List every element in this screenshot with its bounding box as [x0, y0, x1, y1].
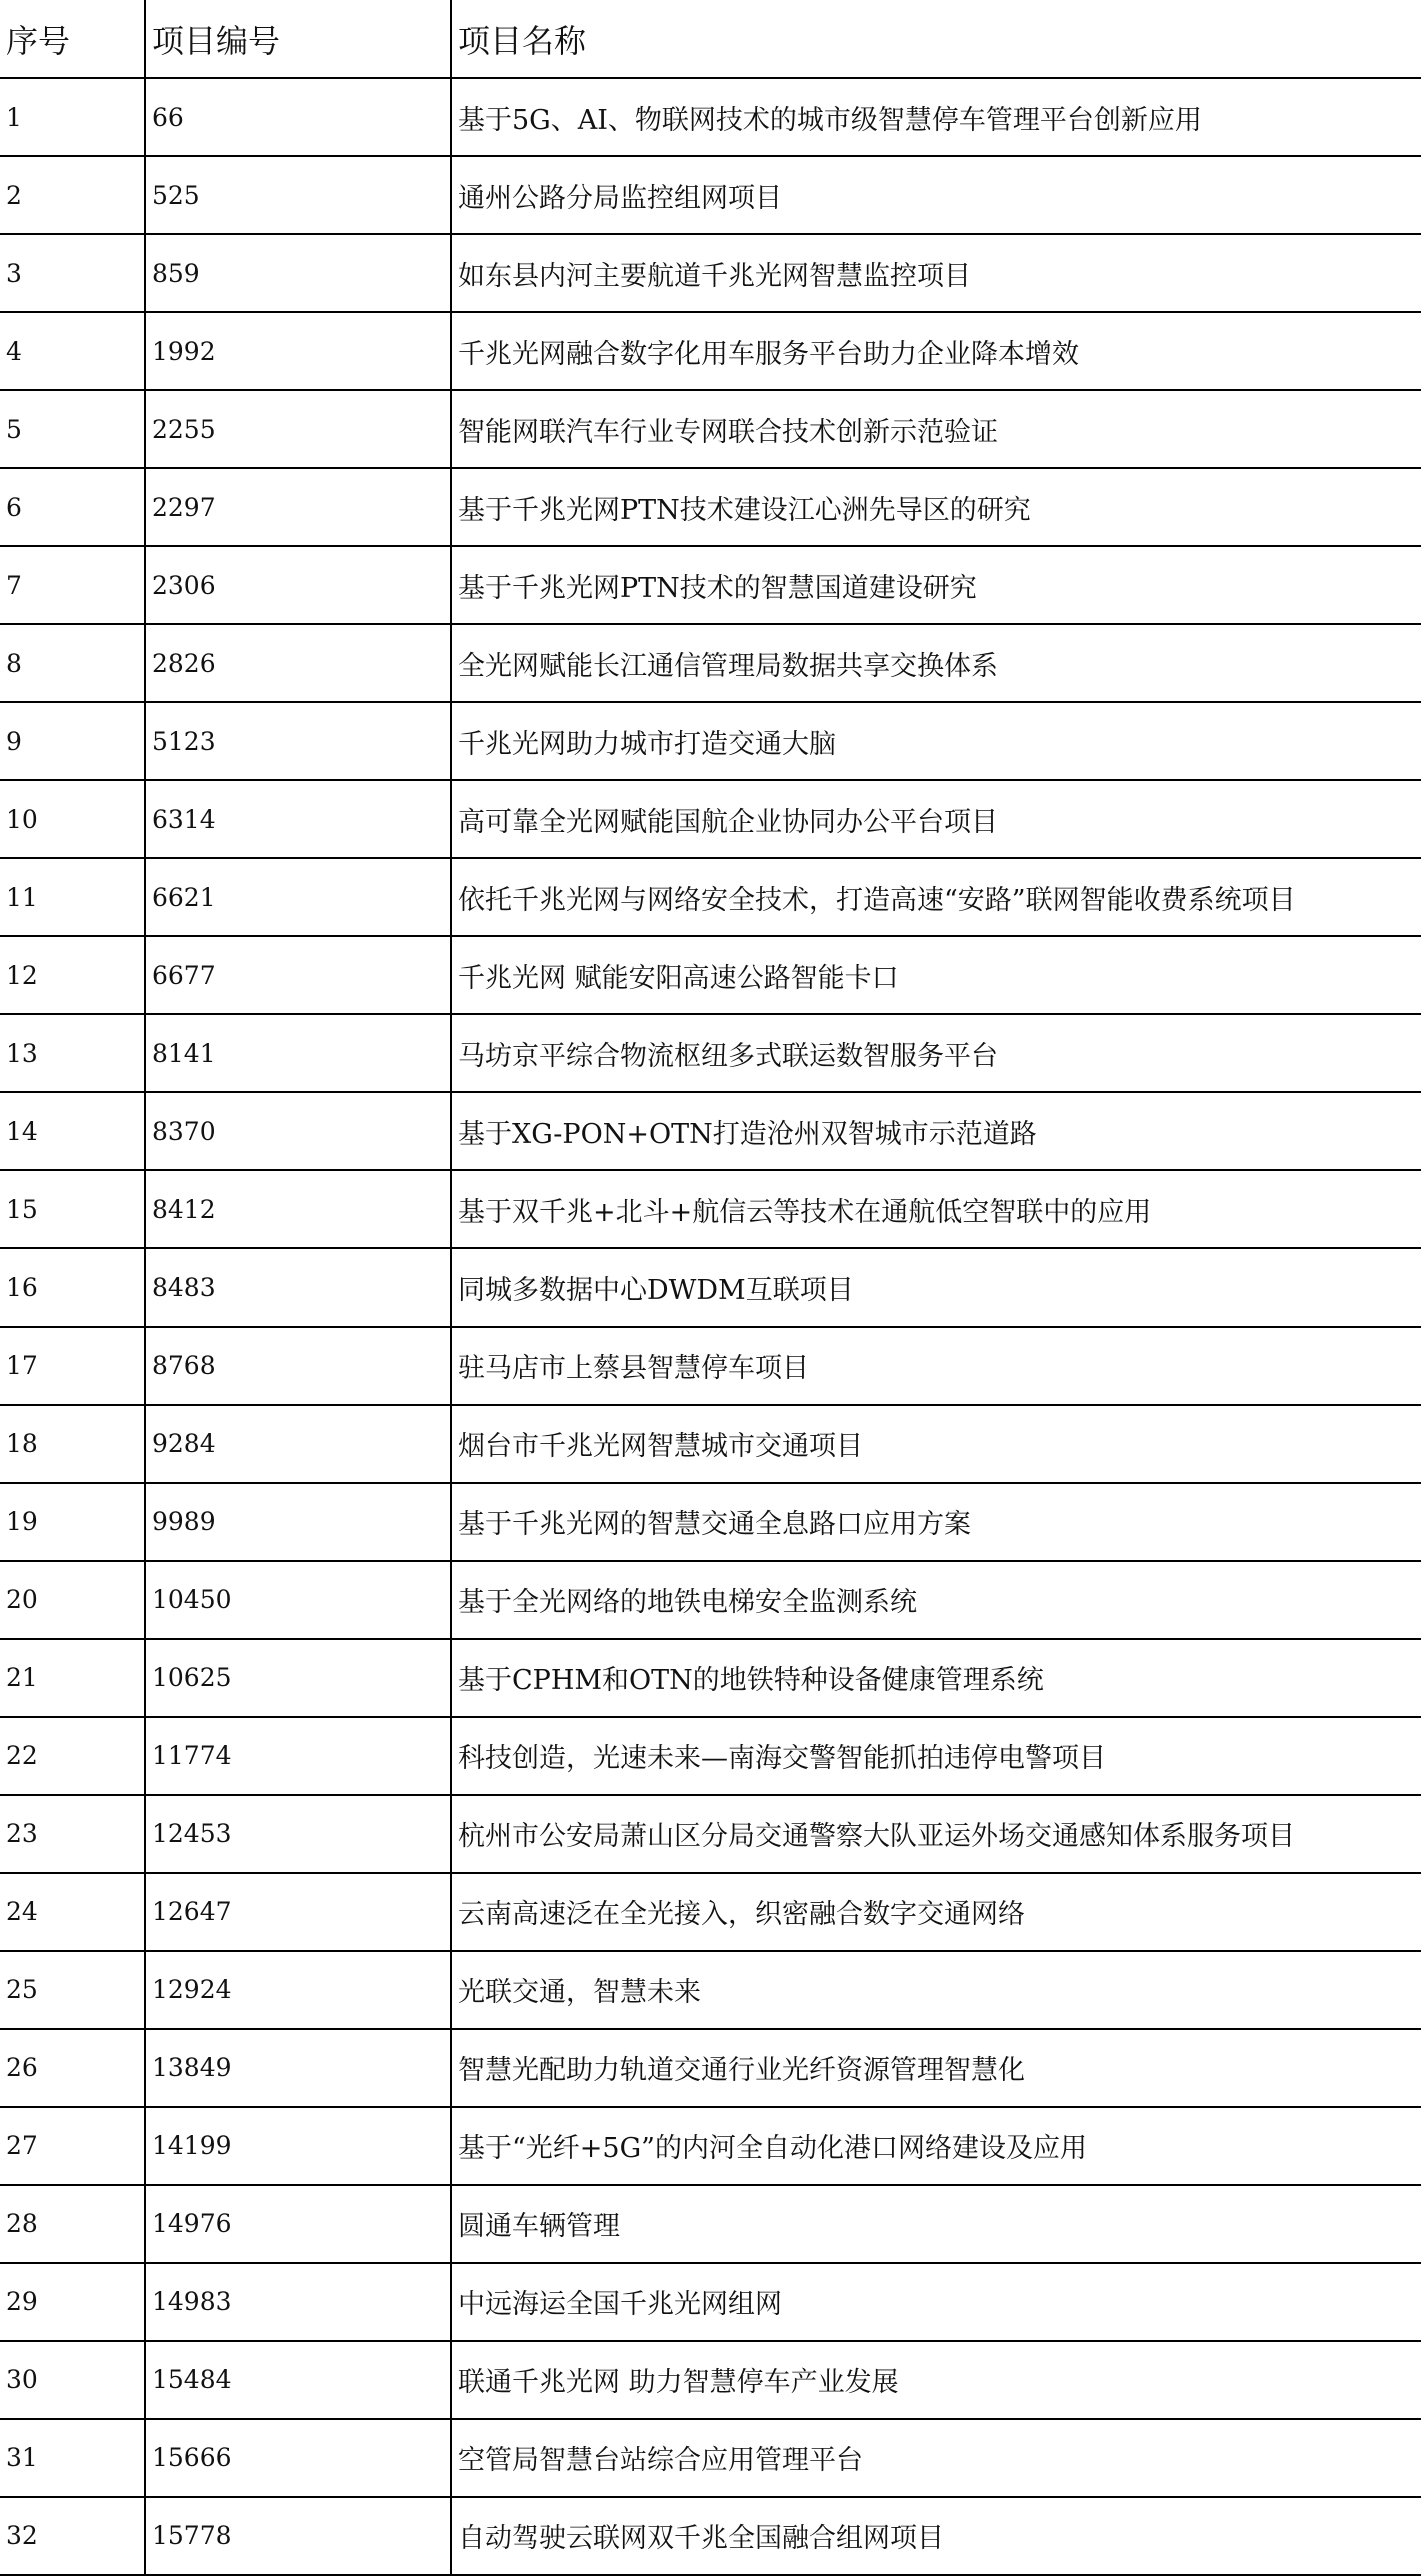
row-index-cell: 25	[0, 1951, 145, 2029]
row-project-number-cell: 14976	[145, 2185, 451, 2263]
row-index-cell: 23	[0, 1795, 145, 1873]
row-project-name-cell: 千兆光网融合数字化用车服务平台助力企业降本增效	[451, 312, 1421, 390]
row-index-cell: 29	[0, 2263, 145, 2341]
row-index-cell: 8	[0, 624, 145, 702]
row-project-number-cell: 2306	[145, 546, 451, 624]
row-project-number-cell: 14199	[145, 2107, 451, 2185]
row-project-number-cell: 8141	[145, 1014, 451, 1092]
row-project-number-cell: 15484	[145, 2341, 451, 2419]
row-project-number-cell: 2826	[145, 624, 451, 702]
row-project-name-cell: 基于千兆光网PTN技术建设江心洲先导区的研究	[451, 468, 1421, 546]
table-row	[0, 1639, 1421, 1717]
row-project-number-cell: 9284	[145, 1405, 451, 1483]
row-index-cell: 10	[0, 780, 145, 858]
row-project-number-cell: 8483	[145, 1248, 451, 1326]
row-index-cell: 5	[0, 390, 145, 468]
header-index: 序号	[0, 0, 145, 78]
row-project-number-cell: 5123	[145, 702, 451, 780]
row-index-cell: 30	[0, 2341, 145, 2419]
row-project-name-cell: 基于全光网络的地铁电梯安全监测系统	[451, 1561, 1421, 1639]
row-project-name-cell: 自动驾驶云联网双千兆全国融合组网项目	[451, 2497, 1421, 2575]
row-index-cell: 26	[0, 2029, 145, 2107]
row-project-name-cell: 基于“光纤+5G”的内河全自动化港口网络建设及应用	[451, 2107, 1421, 2185]
row-project-number-cell: 9989	[145, 1483, 451, 1561]
row-index-cell: 11	[0, 858, 145, 936]
table-row	[0, 1717, 1421, 1795]
row-index-cell: 12	[0, 936, 145, 1014]
row-project-name-cell: 如东县内河主要航道千兆光网智慧监控项目	[451, 234, 1421, 312]
row-project-number-cell: 10625	[145, 1639, 451, 1717]
row-project-name-cell: 圆通车辆管理	[451, 2185, 1421, 2263]
table-row	[0, 702, 1421, 780]
row-project-number-cell: 15778	[145, 2497, 451, 2575]
row-index-cell: 17	[0, 1327, 145, 1405]
row-project-number-cell: 15666	[145, 2419, 451, 2497]
row-project-name-cell: 烟台市千兆光网智慧城市交通项目	[451, 1405, 1421, 1483]
row-project-name-cell: 同城多数据中心DWDM互联项目	[451, 1248, 1421, 1326]
table-row	[0, 2263, 1421, 2341]
table-row	[0, 780, 1421, 858]
row-index-cell: 21	[0, 1639, 145, 1717]
row-index-cell: 4	[0, 312, 145, 390]
row-project-number-cell: 14983	[145, 2263, 451, 2341]
row-project-number-cell: 525	[145, 156, 451, 234]
row-index-cell: 28	[0, 2185, 145, 2263]
table-row	[0, 2029, 1421, 2107]
row-project-number-cell: 12453	[145, 1795, 451, 1873]
row-project-name-cell: 智慧光配助力轨道交通行业光纤资源管理智慧化	[451, 2029, 1421, 2107]
row-index-cell: 24	[0, 1873, 145, 1951]
table-row	[0, 858, 1421, 936]
table-row	[0, 1951, 1421, 2029]
row-project-number-cell: 8412	[145, 1170, 451, 1248]
row-project-name-cell: 空管局智慧台站综合应用管理平台	[451, 2419, 1421, 2497]
row-project-number-cell: 8768	[145, 1327, 451, 1405]
table-row	[0, 1092, 1421, 1170]
row-index-cell: 18	[0, 1405, 145, 1483]
row-project-number-cell: 8370	[145, 1092, 451, 1170]
row-project-name-cell: 基于千兆光网的智慧交通全息路口应用方案	[451, 1483, 1421, 1561]
table-row	[0, 2419, 1421, 2497]
row-index-cell: 19	[0, 1483, 145, 1561]
row-index-cell: 2	[0, 156, 145, 234]
table-row	[0, 2341, 1421, 2419]
table-row	[0, 1483, 1421, 1561]
table-row	[0, 78, 1421, 156]
row-project-name-cell: 基于CPHM和OTN的地铁特种设备健康管理系统	[451, 1639, 1421, 1717]
row-project-number-cell: 2297	[145, 468, 451, 546]
table-row	[0, 1248, 1421, 1326]
table-row	[0, 468, 1421, 546]
row-project-name-cell: 千兆光网助力城市打造交通大脑	[451, 702, 1421, 780]
row-project-number-cell: 11774	[145, 1717, 451, 1795]
row-index-cell: 7	[0, 546, 145, 624]
row-project-name-cell: 基于XG-PON+OTN打造沧州双智城市示范道路	[451, 1092, 1421, 1170]
row-project-name-cell: 基于双千兆+北斗+航信云等技术在通航低空智联中的应用	[451, 1170, 1421, 1248]
row-project-name-cell: 千兆光网 赋能安阳高速公路智能卡口	[451, 936, 1421, 1014]
row-project-name-cell: 杭州市公安局萧山区分局交通警察大队亚运外场交通感知体系服务项目	[451, 1795, 1421, 1873]
row-project-name-cell: 马坊京平综合物流枢纽多式联运数智服务平台	[451, 1014, 1421, 1092]
row-project-name-cell: 基于千兆光网PTN技术的智慧国道建设研究	[451, 546, 1421, 624]
table-row	[0, 234, 1421, 312]
row-index-cell: 27	[0, 2107, 145, 2185]
table-row	[0, 156, 1421, 234]
row-project-name-cell: 驻马店市上蔡县智慧停车项目	[451, 1327, 1421, 1405]
row-project-number-cell: 66	[145, 78, 451, 156]
row-project-name-cell: 联通千兆光网 助力智慧停车产业发展	[451, 2341, 1421, 2419]
row-index-cell: 14	[0, 1092, 145, 1170]
table-row	[0, 1405, 1421, 1483]
row-project-number-cell: 859	[145, 234, 451, 312]
table-row	[0, 312, 1421, 390]
row-index-cell: 32	[0, 2497, 145, 2575]
row-project-name-cell: 依托千兆光网与网络安全技术，打造高速“安路”联网智能收费系统项目	[451, 858, 1421, 936]
row-index-cell: 16	[0, 1248, 145, 1326]
header-project-number: 项目编号	[145, 0, 451, 78]
row-project-name-cell: 高可靠全光网赋能国航企业协同办公平台项目	[451, 780, 1421, 858]
table-row	[0, 1795, 1421, 1873]
row-project-number-cell: 1992	[145, 312, 451, 390]
row-project-name-cell: 智能网联汽车行业专网联合技术创新示范验证	[451, 390, 1421, 468]
row-project-name-cell: 光联交通，智慧未来	[451, 1951, 1421, 2029]
table-row	[0, 1327, 1421, 1405]
table-row	[0, 936, 1421, 1014]
row-project-number-cell: 6677	[145, 936, 451, 1014]
row-project-number-cell: 10450	[145, 1561, 451, 1639]
table-row	[0, 1873, 1421, 1951]
table-row	[0, 2497, 1421, 2575]
row-project-name-cell: 科技创造，光速未来—南海交警智能抓拍违停电警项目	[451, 1717, 1421, 1795]
row-project-number-cell: 12924	[145, 1951, 451, 2029]
row-project-name-cell: 通州公路分局监控组网项目	[451, 156, 1421, 234]
row-project-number-cell: 12647	[145, 1873, 451, 1951]
row-index-cell: 3	[0, 234, 145, 312]
table-row	[0, 1170, 1421, 1248]
row-project-number-cell: 6314	[145, 780, 451, 858]
row-index-cell: 1	[0, 78, 145, 156]
row-index-cell: 9	[0, 702, 145, 780]
row-project-name-cell: 全光网赋能长江通信管理局数据共享交换体系	[451, 624, 1421, 702]
header-project-name: 项目名称	[451, 0, 1421, 78]
row-index-cell: 20	[0, 1561, 145, 1639]
row-project-name-cell: 基于5G、AI、物联网技术的城市级智慧停车管理平台创新应用	[451, 78, 1421, 156]
row-project-name-cell: 云南高速泛在全光接入，织密融合数字交通网络	[451, 1873, 1421, 1951]
table-row	[0, 2107, 1421, 2185]
table-row	[0, 1014, 1421, 1092]
table-row	[0, 390, 1421, 468]
table-row	[0, 624, 1421, 702]
row-index-cell: 31	[0, 2419, 145, 2497]
row-project-number-cell: 6621	[145, 858, 451, 936]
table-body	[0, 78, 1421, 2575]
row-project-name-cell: 中远海运全国千兆光网组网	[451, 2263, 1421, 2341]
row-index-cell: 13	[0, 1014, 145, 1092]
table-row	[0, 2185, 1421, 2263]
row-index-cell: 15	[0, 1170, 145, 1248]
row-index-cell: 22	[0, 1717, 145, 1795]
table-row	[0, 1561, 1421, 1639]
row-project-number-cell: 2255	[145, 390, 451, 468]
table-row	[0, 546, 1421, 624]
row-project-number-cell: 13849	[145, 2029, 451, 2107]
table-header-row	[0, 0, 1421, 78]
row-index-cell: 6	[0, 468, 145, 546]
